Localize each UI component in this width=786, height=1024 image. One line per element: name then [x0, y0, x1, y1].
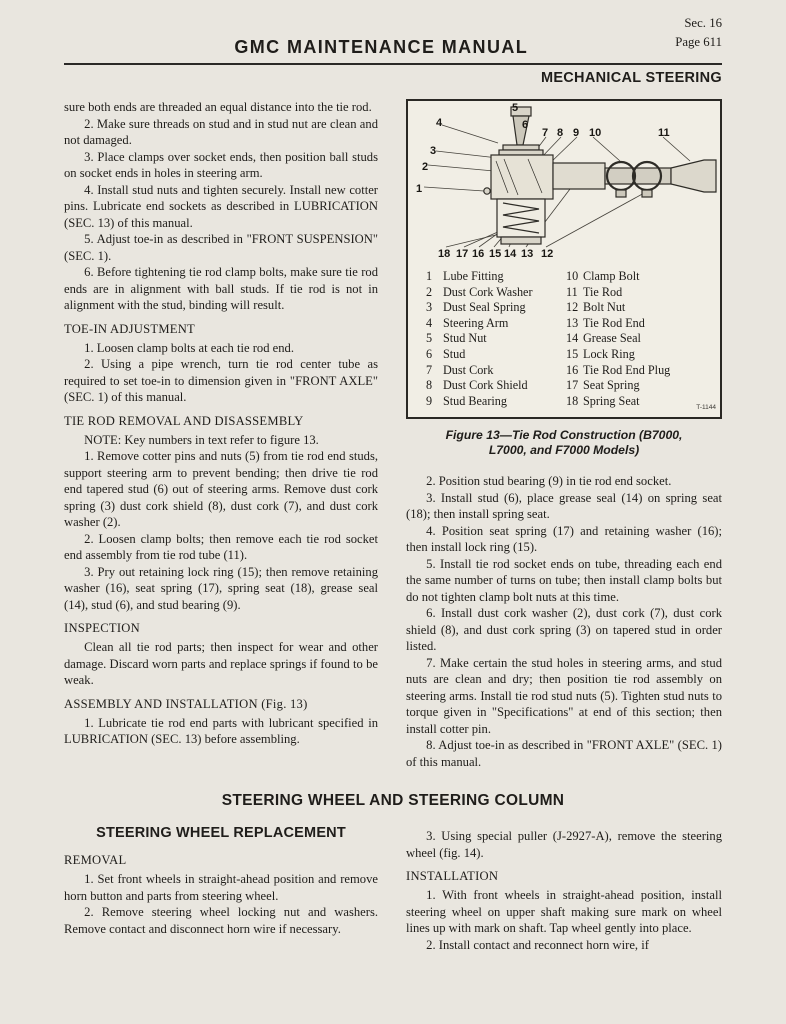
parts-list-item: 3 Dust Seal Spring	[426, 300, 526, 315]
parts-list-item: 4 Steering Arm	[426, 315, 509, 330]
paragraph: 8. Adjust toe-in as described in "FRONT AXLE" (SEC. 1) of this manual.	[406, 738, 722, 769]
heading-inspection: INSPECTION	[64, 621, 140, 635]
parts-list-item: 15 Lock Ring	[566, 346, 635, 361]
parts-list-item: 9 Stud Bearing	[426, 393, 507, 408]
callout-15: 15	[489, 248, 502, 260]
heading-assembly-installation: ASSEMBLY AND INSTALLATION (Fig. 13)	[64, 696, 308, 711]
paragraph: sure both ends are threaded an equal distance into the tie rod.	[64, 100, 372, 114]
paragraph: 3. Install stud (6), place grease seal (14) on spring seat (18); then install spring seat.	[406, 490, 722, 522]
page-number: Page 611	[675, 35, 722, 50]
paragraph: 6. Before tightening tie rod clamp bolts, make sure tie rod ends are in alignment with ball studs. If tie rod is not in alignment with the stud, binding will result.	[64, 265, 378, 312]
parts-list-item: 5 Stud Nut	[426, 331, 487, 346]
header-rule	[64, 63, 722, 65]
left-column	[64, 99, 378, 770]
parts-list-item: 2 Dust Cork Washer	[426, 284, 533, 299]
parts-list-item: 8 Dust Cork Shield	[426, 378, 528, 393]
parts-list-item: 10 Clamp Bolt	[566, 269, 640, 283]
parts-list-item: 7 Dust Cork	[426, 362, 494, 377]
callout-3: 3	[430, 145, 437, 157]
callout-1: 1	[416, 183, 423, 195]
heading-steering-wheel-and-column: STEERING WHEEL AND STEERING COLUMN	[221, 792, 565, 810]
paragraph: 1. Loosen clamp bolts at each tie rod end.	[84, 340, 294, 355]
paragraph: 3. Using special puller (J-2927-A), remove the steering wheel (fig. 14).	[406, 829, 722, 860]
paragraph: 4. Position seat spring (17) and retaining washer (16); then install lock ring (15).	[406, 523, 722, 555]
paragraph: 3. Pry out retaining lock ring (15); then remove retaining washer (16), seat spring (17), spring seat (18), grease seal (14), stud (6), and stud bearing (9).	[64, 564, 378, 612]
parts-list-item: 17 Seat Spring	[566, 378, 640, 393]
figure-ref-code: T-1144	[696, 404, 716, 412]
paragraph: 2. Make sure threads on stud and in stud nut are clean and not damaged.	[64, 116, 378, 147]
parts-list-item: 12 Bolt Nut	[566, 300, 626, 315]
paragraph: Clean all tie rod parts; then inspect for wear and other damage. Discard worn parts and replace springs if found to be weak.	[64, 640, 378, 687]
figure-caption: Figure 13—Tie Rod Construction (B7000, L7000, and F7000 Models)	[445, 428, 683, 458]
callout-6: 6	[522, 119, 529, 131]
paragraph: 2. Position stud bearing (9) in tie rod end socket.	[426, 474, 672, 489]
bottom-right-column	[406, 823, 722, 953]
paragraph: 4. Install stud nuts and tighten securely. Install new cotter pins. Lubricate end sockets as described in LUBRICATION (SEC. 13) of this manual.	[64, 182, 378, 230]
callout-13: 13	[521, 248, 534, 260]
callout-12: 12	[541, 248, 554, 260]
paragraph: 3. Place clamps over socket ends, then position ball studs on socket ends in holes in steering arm.	[64, 149, 378, 180]
heading-installation: INSTALLATION	[406, 869, 499, 884]
tie-rod-illustration	[408, 101, 720, 265]
figure-13	[406, 99, 722, 458]
paragraph: 6. Install dust cork washer (2), dust cork (7), dust cork shield (8), and dust cork spring (3) on tapered stud in order listed.	[406, 606, 722, 654]
parts-list	[408, 265, 720, 417]
heading-toe-in-adjustment: TOE-IN ADJUSTMENT	[64, 321, 195, 336]
note-paragraph: NOTE: Key numbers in text refer to figure 13.	[84, 432, 319, 447]
page-info	[675, 14, 722, 52]
bottom-left-column	[64, 823, 378, 953]
paragraph: 5. Install tie rod socket ends on tube, threading each end the same number of turns on tube; then install clamp bolts but do not tighten clamp bolt nuts at this time.	[406, 556, 722, 604]
paragraph: 1. Set front wheels in straight-ahead position and remove horn button and parts from steering wheel.	[64, 872, 378, 903]
right-column	[406, 99, 722, 770]
paragraph: 1. Lubricate tie rod end parts with lubricant specified in LUBRICATION (SEC. 13) before assembling.	[64, 715, 378, 746]
callout-9: 9	[573, 127, 580, 139]
paragraph: 2. Remove steering wheel locking nut and washers. Remove contact and disconnect horn wire if necessary.	[64, 905, 378, 936]
tie-rod-drawing	[408, 101, 720, 265]
paragraph: 5. Adjust toe-in as described in "FRONT SUSPENSION" (SEC. 1).	[64, 232, 378, 263]
paragraph: 7. Make certain the stud holes in steering arms, and stud nuts are clean and dry; then position tie rod assembly on steering arms. Install tie rod stud nuts (5). Tighten stud nuts to torque given in "Specifications" at end of this section; then install cotter pin.	[406, 655, 722, 736]
paragraph: 2. Loosen clamp bolts; then remove each tie rod socket end assembly from tie rod tube (11).	[64, 531, 378, 562]
callout-2: 2	[422, 161, 429, 173]
paragraph: 2. Using a pipe wrench, turn tie rod center tube as required to set toe-in to dimension given in "FRONT AXLE" (SEC. 1) of this manual.	[64, 357, 378, 404]
parts-list-item: 13 Tie Rod End	[566, 315, 645, 330]
parts-list-item: 11 Tie Rod	[566, 284, 623, 299]
callout-5: 5	[512, 102, 519, 114]
figure-box	[406, 99, 722, 419]
paragraph: 2. Install contact and reconnect horn wire, if	[426, 937, 649, 952]
parts-list-item: 1 Lube Fitting	[426, 269, 504, 283]
parts-list-item: 14 Grease Seal	[566, 331, 641, 346]
main-columns	[64, 99, 722, 770]
callout-7: 7	[542, 127, 549, 139]
section-number: Sec. 16	[684, 16, 722, 30]
chapter-title: MECHANICAL STEERING	[540, 70, 722, 86]
manual-title: GMC MAINTENANCE MANUAL	[234, 37, 529, 57]
callout-14: 14	[504, 248, 517, 260]
callout-17: 17	[456, 248, 469, 260]
heading-steering-wheel-replacement: STEERING WHEEL REPLACEMENT	[96, 825, 346, 842]
parts-list-column-1	[426, 269, 566, 409]
callout-11: 11	[658, 127, 670, 139]
callout-8: 8	[557, 127, 564, 139]
callout-16: 16	[472, 248, 485, 260]
parts-list-item: 6 Stud	[426, 346, 466, 361]
paragraph: 1. With front wheels in straight-ahead position, install steering wheel on upper shaft making sure mark on wheel lines up with mark on shaft. Tap wheel gently into place.	[406, 888, 722, 936]
callout-18: 18	[438, 248, 451, 260]
parts-list-item: 18 Spring Seat	[566, 393, 640, 408]
parts-list-item: 16 Tie Rod End Plug	[566, 362, 671, 377]
paragraph: 1. Remove cotter pins and nuts (5) from tie rod end studs, support steering arm to prevent bending; then drive tie rod end tapered stud (6) out of steering arms. Remove dust cork spring (3) dust cork shield (8), dust cork (7), and dust cork washer (2).	[64, 449, 378, 529]
callout-4: 4	[436, 117, 443, 129]
callout-10: 10	[589, 127, 602, 139]
parts-list-column-2	[566, 269, 706, 409]
heading-tie-rod-removal: TIE ROD REMOVAL AND DISASSEMBLY	[64, 413, 304, 428]
heading-removal: REMOVAL	[64, 853, 127, 868]
bottom-columns	[64, 823, 722, 953]
page-header	[64, 14, 722, 60]
